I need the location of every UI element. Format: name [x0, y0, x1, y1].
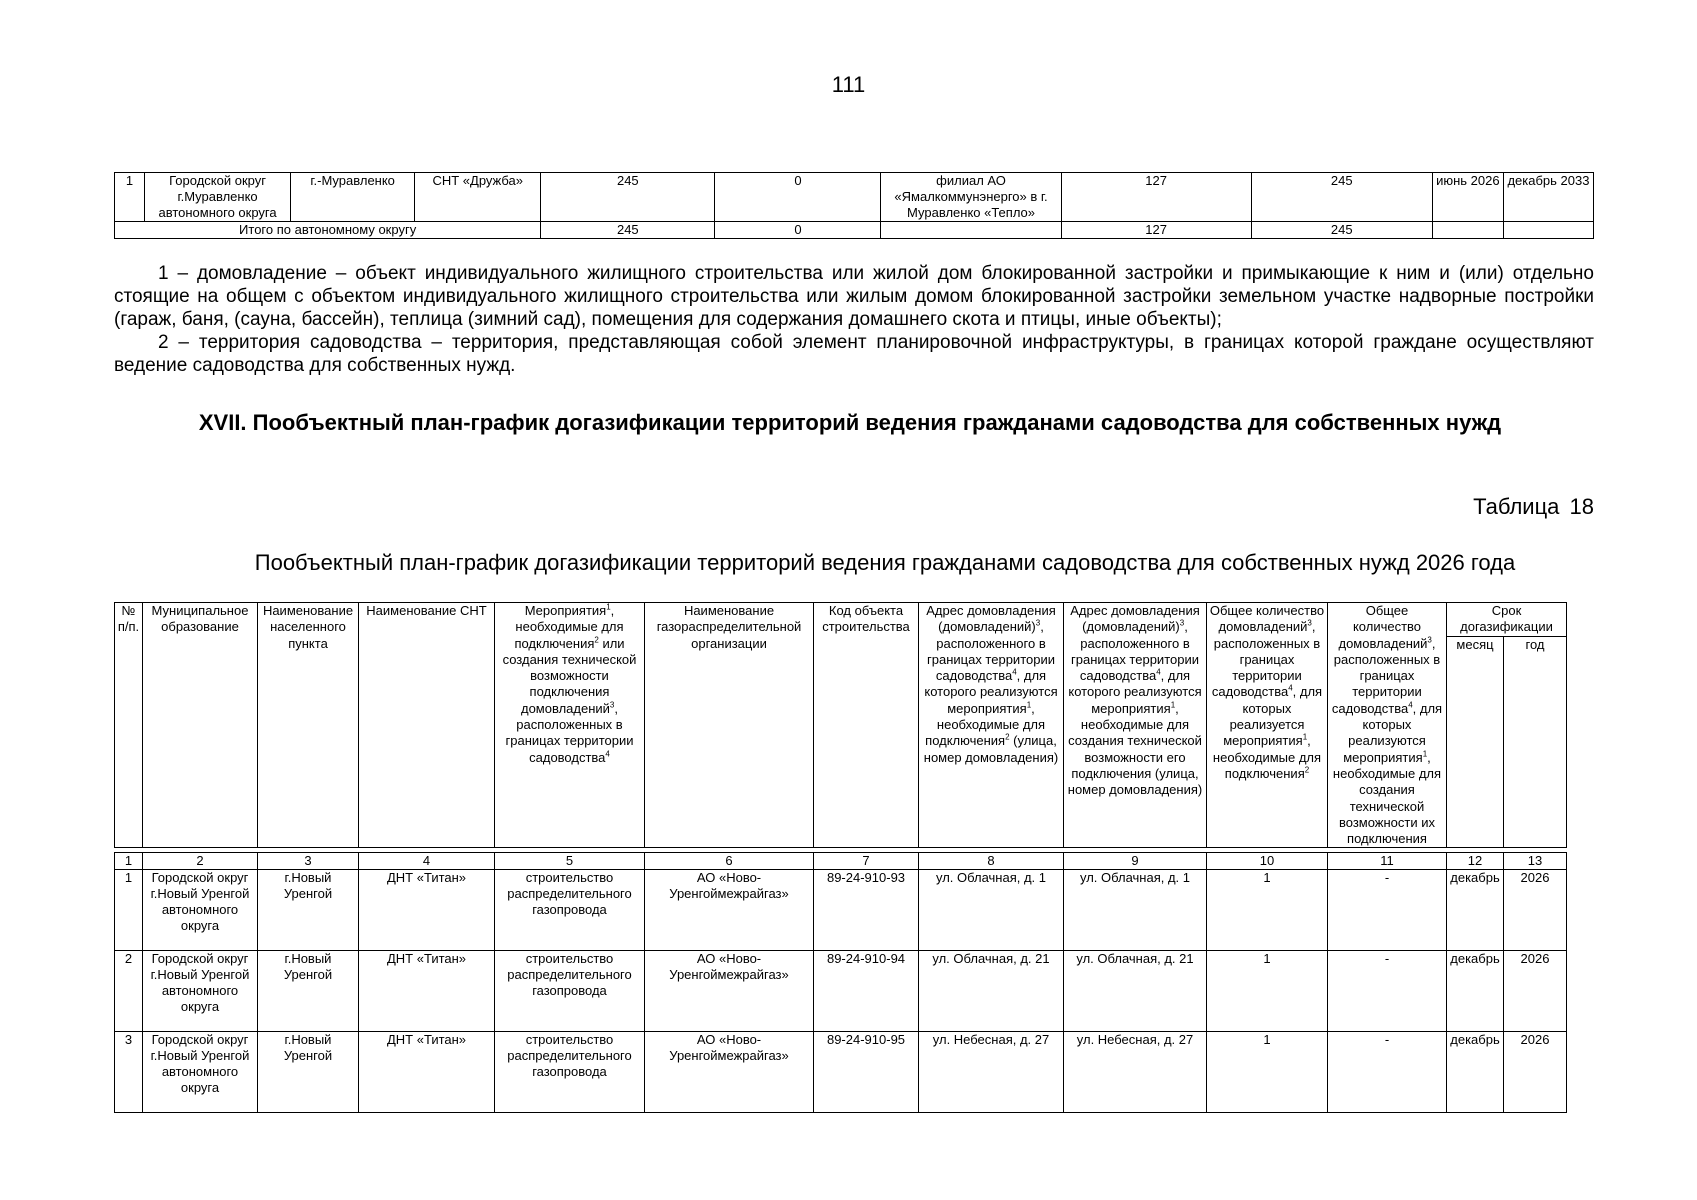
month-cell: декабрь [1447, 870, 1504, 951]
column-number: 13 [1504, 853, 1567, 870]
snt-cell: СНТ «Дружба» [415, 173, 541, 222]
empty-cell [1432, 222, 1503, 239]
year-cell: 2026 [1504, 870, 1567, 951]
header-count-technical: Общее количество домовладений$^3$, расположенных в границах территории садоводства$^4$, для которых реализуются мероприятия$^1$, необходимые для создания технической возможности их подключения [1328, 603, 1447, 848]
address-cell: ул. Небесная, д. 27 [1064, 1032, 1207, 1113]
footnote-2: 2 – территория садоводства – территория, представляющая собой элемент планировочной инфраструктуры, в границах которой граждане осуществляют ведение садоводства для собственных нужд. [114, 332, 1594, 376]
column-numbers-row [115, 853, 1567, 870]
address-cell: ул. Облачная, д. 21 [919, 951, 1064, 1032]
column-number: 8 [919, 853, 1064, 870]
settlement-cell: г.Новый Уренгой [258, 951, 359, 1032]
table-row [115, 173, 1594, 222]
value-cell: 245 [541, 173, 715, 222]
header-month: месяц [1447, 636, 1504, 848]
count-cell: - [1328, 1032, 1447, 1113]
code-cell: 89-24-910-94 [814, 951, 919, 1032]
column-number: 6 [645, 853, 814, 870]
column-number: 9 [1064, 853, 1207, 870]
settlement-cell: г.Новый Уренгой [258, 1032, 359, 1113]
table-row [115, 1032, 1567, 1113]
header-address-technical: Адрес домовладения (домовладений)$^3$, расположенного в границах территории садоводства$^4$, для которого реализуются мероприятия$^1$, необходимые для создания технической возможности его подключения (улица, номер домовладения) [1064, 603, 1207, 848]
value-cell: 245 [1251, 173, 1432, 222]
settlement-cell: г.-Муравленко [291, 173, 415, 222]
organization-cell: АО «Ново-Уренгоймежрайгаз» [645, 870, 814, 951]
value-cell: 245 [1251, 222, 1432, 239]
value-cell: 0 [715, 222, 881, 239]
settlement-cell: г.Новый Уренгой [258, 870, 359, 951]
code-cell: 89-24-910-95 [814, 1032, 919, 1113]
value-cell: 245 [541, 222, 715, 239]
count-cell: 1 [1207, 951, 1328, 1032]
activity-cell: строительство распределительного газопровода [495, 951, 645, 1032]
column-number: 1 [115, 853, 143, 870]
header-municipality: Муниципальное образование [143, 603, 258, 848]
row-number: 3 [115, 1032, 143, 1113]
header-activities: Мероприятия$^1$, необходимые для подключения$^2$ или создания технической возможности подключения домовладений$^3$, расположенных в границах территории садоводства$^4$ [495, 603, 645, 848]
count-cell: 1 [1207, 1032, 1328, 1113]
header-num: № п/п. [115, 603, 143, 848]
address-cell: ул. Небесная, д. 27 [919, 1032, 1064, 1113]
year-cell: 2026 [1504, 1032, 1567, 1113]
snt-cell: ДНТ «Титан» [359, 951, 495, 1032]
month-cell: декабрь [1447, 1032, 1504, 1113]
activity-cell: строительство распределительного газопровода [495, 870, 645, 951]
snt-cell: ДНТ «Титан» [359, 870, 495, 951]
month-cell: декабрь [1447, 951, 1504, 1032]
empty-cell [1503, 222, 1593, 239]
footnote-1: 1 – домовладение – объект индивидуального жилищного строительства или жилой дом блокированной застройки и примыкающие к ним и (или) отдельно стоящие на общем с объектом индивидуального жилищного строительства или жилым домом блокированной застройки земельном участке надворные постройки (гараж, баня, (сауна, бассейн), теплица (зимний сад), помещения для содержания домашнего скота и птицы, иные объекты); [114, 263, 1594, 330]
end-date-cell: декабрь 2033 [1503, 173, 1593, 222]
activity-cell: строительство распределительного газопровода [495, 1032, 645, 1113]
count-cell: 1 [1207, 870, 1328, 951]
municipality-cell: Городской округ г.Новый Уренгой автономного округа [143, 951, 258, 1032]
snt-cell: ДНТ «Титан» [359, 1032, 495, 1113]
total-row [115, 222, 1594, 239]
address-cell: ул. Облачная, д. 1 [1064, 870, 1207, 951]
organization-cell: АО «Ново-Уренгоймежрайгаз» [645, 951, 814, 1032]
row-number: 2 [115, 951, 143, 1032]
table-label: Таблица 18 [1473, 494, 1594, 519]
page-number: 111 [831, 72, 866, 97]
count-cell: - [1328, 870, 1447, 951]
municipality-cell: Городской округ г.Новый Уренгой автономного округа [143, 870, 258, 951]
municipality-cell: Городской округ г.Муравленко автономного округа [145, 173, 291, 222]
municipality-cell: Городской округ г.Новый Уренгой автономного округа [143, 1032, 258, 1113]
section-title: XVII. Пообъектный план-график догазификации территорий ведения гражданами садоводства для собственных нужд [198, 410, 1502, 435]
value-cell: 127 [1061, 222, 1251, 239]
column-number: 5 [495, 853, 645, 870]
row-number: 1 [115, 870, 143, 951]
year-cell: 2026 [1504, 951, 1567, 1032]
address-cell: ул. Облачная, д. 21 [1064, 951, 1207, 1032]
gasification-schedule-table [114, 602, 1567, 1113]
column-number: 12 [1447, 853, 1504, 870]
header-code: Код объекта строительства [814, 603, 919, 848]
table-row [115, 951, 1567, 1032]
start-date-cell: июнь 2026 [1432, 173, 1503, 222]
empty-cell [881, 222, 1061, 239]
column-number: 7 [814, 853, 919, 870]
footnotes [114, 262, 1594, 377]
header-row [115, 603, 1567, 637]
value-cell: 127 [1061, 173, 1251, 222]
count-cell: - [1328, 951, 1447, 1032]
organization-cell: филиал АО «Ямалкоммунэнерго» в г. Муравленко «Тепло» [881, 173, 1061, 222]
header-count-connection: Общее количество домовладений$^3$, расположенных в границах территории садоводства$^4$, для которых реализуется мероприятия$^1$, необходимые для подключения$^2$ [1207, 603, 1328, 848]
header-organization: Наименование газораспределительной организации [645, 603, 814, 848]
total-label: Итого по автономному округу [115, 222, 541, 239]
table-row [115, 870, 1567, 951]
organization-cell: АО «Ново-Уренгоймежрайгаз» [645, 1032, 814, 1113]
header-settlement: Наименование населенного пункта [258, 603, 359, 848]
header-address-connection: Адрес домовладения (домовладений)$^3$, расположенного в границах территории садоводства$^4$, для которого реализуются мероприятия$^1$, необходимые для подключения$^2$ (улица, номер домовладения) [919, 603, 1064, 848]
row-number: 1 [115, 173, 145, 222]
column-number: 3 [258, 853, 359, 870]
column-number: 10 [1207, 853, 1328, 870]
value-cell: 0 [715, 173, 881, 222]
table-caption: Пообъектный план-график догазификации территорий ведения гражданами садоводства для собственных нужд 2026 года [254, 550, 1516, 575]
header-deadline: Срок догазификации [1447, 603, 1567, 637]
code-cell: 89-24-910-93 [814, 870, 919, 951]
column-number: 2 [143, 853, 258, 870]
header-snt: Наименование СНТ [359, 603, 495, 848]
column-number: 4 [359, 853, 495, 870]
continuation-table [114, 172, 1594, 239]
column-number: 11 [1328, 853, 1447, 870]
address-cell: ул. Облачная, д. 1 [919, 870, 1064, 951]
header-year: год [1504, 636, 1567, 848]
